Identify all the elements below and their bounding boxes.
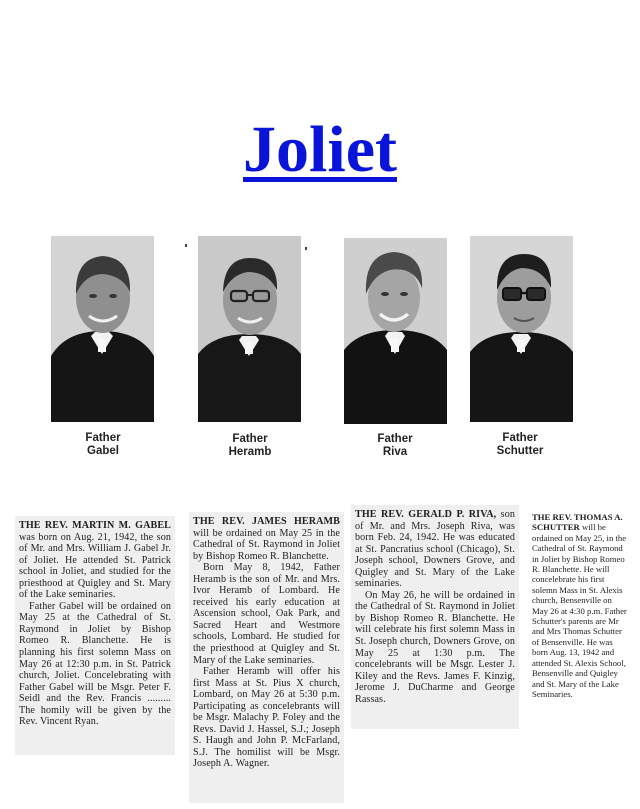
article-text: son of Mr. and Mrs. Joseph Riva, was born Feb. 24, 1942. He was educated at St. Pancratius school (Chicago), St. Joseph school, Downers Grove, and Quigley and St. Mary of the Lake seminaries. <box>355 509 515 590</box>
portrait-gabel <box>51 236 154 422</box>
article-heramb <box>189 512 344 803</box>
caption-schutter: Father Schutter <box>496 432 544 457</box>
article-lead: THE REV. GERALD P. RIVA, <box>355 509 497 520</box>
scan-speck <box>185 244 187 247</box>
article-lead: THE REV. THOMAS A. SCHUTTER <box>532 512 623 533</box>
article-riva <box>351 505 519 729</box>
caption-heramb: Father Heramb <box>228 433 272 458</box>
caption-gabel: Father Gabel <box>85 432 121 457</box>
page-title: Joliet <box>243 113 397 186</box>
article-text: Father Gabel will be ordained on May 25 at the Cathedral of St. Raymond in Joliet by Bishop Romeo R. Blanchette. He is planning his first solemn Mass on May 26 at 12:30 p.m. in St. Patrick church, Joliet. Concelebrating with Father Gabel will be Msgr. Peter F. Seidl and the Rev. Francis ......... The homily will be given by the Rev. Vincent Ryan. <box>19 600 171 728</box>
article-text: will be ordained on May 25, in the Cathedral of St. Raymond in Joliet by Bishop Romeo R. Blanchette. He will concelebrate his first solemn Mass in St. Alexis church, Bensenville on May 26 at 4:30 p.m. Father Schutter's parents are Mr and Mrs Thomas Schutter of Bensenville. He was born Aug. 13, 1942 and attended St. Alexis School, Bensenville and Quigley and St. Mary of the Lake Seminaries. <box>532 522 627 699</box>
portrait-riva <box>344 238 447 424</box>
article-gabel <box>15 516 175 755</box>
caption-riva: Father Riva <box>377 433 413 458</box>
article-text: was born on Aug. 21, 1942, the son of Mr. and Mrs. William J. Gabel Jr. of Joliet. He attended St. Patrick school in Joliet, and studied for the priesthood at Quigley and St. Mary of the Lake seminaries. <box>19 531 171 601</box>
portrait-heramb <box>198 236 301 422</box>
article-lead: THE REV. MARTIN M. GABEL <box>19 520 171 531</box>
scan-speck <box>305 247 307 250</box>
article-text: Born May 8, 1942, Father Heramb is the son of Mr. and Mrs. Ivor Heramb of Lombard. He received his early education at Ascension school, Oak Park, and Sacred Heart and Westmore schools, Lombard. He studied for the priesthood at Quigley and St. Mary of the Lake seminaries. <box>193 562 340 666</box>
article-schutter <box>532 512 628 699</box>
portrait-schutter <box>470 236 573 422</box>
article-text: will be ordained on May 25 in the Cathedral of St. Raymond in Joliet by Bishop Romeo R. Blanchette. <box>193 527 340 562</box>
article-lead: THE REV. JAMES HERAMB <box>193 516 340 527</box>
article-text: On May 26, he will be ordained in the Cathedral of St. Raymond in Joliet by Bishop Romeo R. Blanchette. He will celebrate his first solemn Mass in St. Joseph church, Downers Grove, on May 25 at 1:30 p.m. The concelebrants will be Msgr. Lester J. Kiley and the Revs. James F. Kinzig, Jerome J. DuCharme and George Rassas. <box>355 589 515 705</box>
article-text: Father Heramb will offer his first Mass at St. Pius X church, Lombard, on May 26 at 5:30 p.m. Participating as concelebrants will be Msgr. Malachy P. Foley and the Revs. David J. Hassel, S.J.; Joseph S. Haugh and John P. McFarland, S.J. The homilist will be Msgr. Joseph A. Wagner. <box>193 666 340 770</box>
